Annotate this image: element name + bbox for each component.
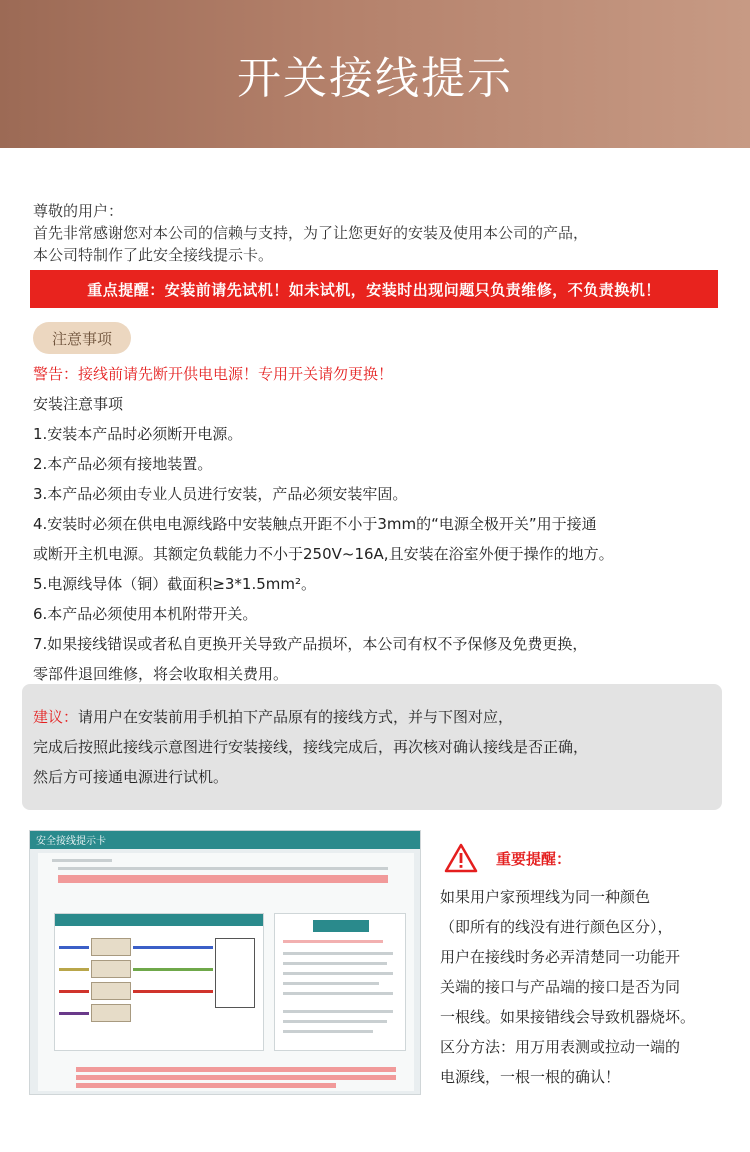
wire xyxy=(59,1012,89,1015)
wire xyxy=(59,946,89,949)
suggestion-line: 完成后按照此接线示意图进行安装接线，接线完成后，再次核对确认接线是否正确， xyxy=(33,738,589,756)
warning-text: 警告：接线前请先断开供电电源！专用开关请勿更换！ xyxy=(33,365,394,383)
wire xyxy=(133,968,213,971)
red-text-line xyxy=(76,1075,396,1080)
key-reminder-banner: 重点提醒：安装前请先试机！如未试机，安装时出现问题只负责维修，不负责换机！ xyxy=(30,270,718,308)
important-line: 用户在接线时务必弄清楚同一功能开 xyxy=(440,948,681,966)
important-line: 区分方法：用万用表测或拉动一端的 xyxy=(440,1038,681,1056)
important-line: 电源线，一根一根的确认！ xyxy=(440,1068,621,1086)
intro-text xyxy=(33,200,588,266)
text-line xyxy=(283,952,393,955)
rules-heading: 安装注意事项 xyxy=(33,395,124,413)
text-line xyxy=(283,972,393,975)
text-line xyxy=(283,1020,387,1023)
wiring-diagram xyxy=(54,913,264,1051)
diagram-header xyxy=(55,914,263,926)
important-note xyxy=(440,840,730,1092)
red-text-line xyxy=(76,1083,336,1088)
terminal-block xyxy=(91,960,131,978)
rule-item: 或断开主机电源。其额定负载能力不小于250V~16A,且安装在浴室外便于操作的地方。 xyxy=(33,545,614,563)
notes-panel xyxy=(274,913,406,1051)
important-line: 关端的接口与产品端的接口是否为同 xyxy=(440,978,681,996)
text-line xyxy=(283,962,387,965)
rule-item: 2.本产品必须有接地装置。 xyxy=(33,455,213,473)
text-line xyxy=(283,940,383,943)
rule-item: 6.本产品必须使用本机附带开关。 xyxy=(33,605,258,623)
red-text-line xyxy=(76,1067,396,1072)
suggestion-text: 请用户在安装前用手机拍下产品原有的接线方式，并与下图对应， xyxy=(78,708,514,726)
important-header xyxy=(440,840,730,876)
header-banner xyxy=(0,0,750,148)
important-line: 一根线。如果接错线会导致机器烧坏。 xyxy=(440,1008,696,1026)
card-bottom-note xyxy=(46,1065,406,1091)
power-box xyxy=(215,938,255,1008)
terminal-block xyxy=(91,1004,131,1022)
rule-item: 1.安装本产品时必须断开电源。 xyxy=(33,425,243,443)
suggestion-box xyxy=(22,684,722,810)
text-line xyxy=(283,1030,373,1033)
notice-tag: 注意事项 xyxy=(33,322,131,354)
wire xyxy=(133,990,213,993)
red-text-line xyxy=(58,875,388,883)
rule-item: 4.安装时必须在供电电源线路中安装触点开距不小于3mm的“电源全极开关”用于接通 xyxy=(33,515,597,533)
rule-item: 零部件退回维修，将会收取相关费用。 xyxy=(33,665,289,683)
wiring-card-photo xyxy=(29,830,421,1095)
rule-item: 3.本产品必须由专业人员进行安装，产品必须安装牢固。 xyxy=(33,485,408,503)
page-title: 开关接线提示 xyxy=(237,53,513,104)
text-line xyxy=(58,867,388,870)
wire xyxy=(133,946,213,949)
suggestion-line xyxy=(33,702,722,732)
notes-header xyxy=(313,920,369,932)
card-title-bar xyxy=(30,831,420,849)
intro-line: 本公司特制作了此安全接线提示卡。 xyxy=(33,246,274,264)
text-line xyxy=(283,992,393,995)
card-sheet xyxy=(38,853,414,1091)
intro-line: 首先非常感谢您对本公司的信赖与支持，为了让您更好的安装及使用本公司的产品， xyxy=(33,224,589,242)
terminal-block xyxy=(91,982,131,1000)
important-line: 如果用户家预埋线为同一种颜色 xyxy=(440,888,651,906)
install-rules xyxy=(33,391,614,691)
terminal-block xyxy=(91,938,131,956)
rule-item: 7.如果接线错误或者私自更换开关导致产品损坏，本公司有权不予保修及免费更换， xyxy=(33,635,588,653)
intro-line: 尊敬的用户： xyxy=(33,202,124,220)
text-line xyxy=(52,859,112,862)
card-title: 安全接线提示卡 xyxy=(36,836,106,847)
rule-item: 5.电源线导体（铜）截面积≥3*1.5mm²。 xyxy=(33,575,317,593)
warning-triangle-icon xyxy=(444,843,478,873)
important-line: （即所有的线没有进行颜色区分）， xyxy=(440,918,673,936)
wire xyxy=(59,968,89,971)
suggestion-line: 然后方可接通电源进行试机。 xyxy=(33,768,229,786)
suggestion-label: 建议： xyxy=(33,708,79,726)
wire xyxy=(59,990,89,993)
important-body xyxy=(440,882,730,1092)
text-line xyxy=(283,1010,393,1013)
text-line xyxy=(283,982,379,985)
important-title: 重要提醒： xyxy=(496,849,572,868)
